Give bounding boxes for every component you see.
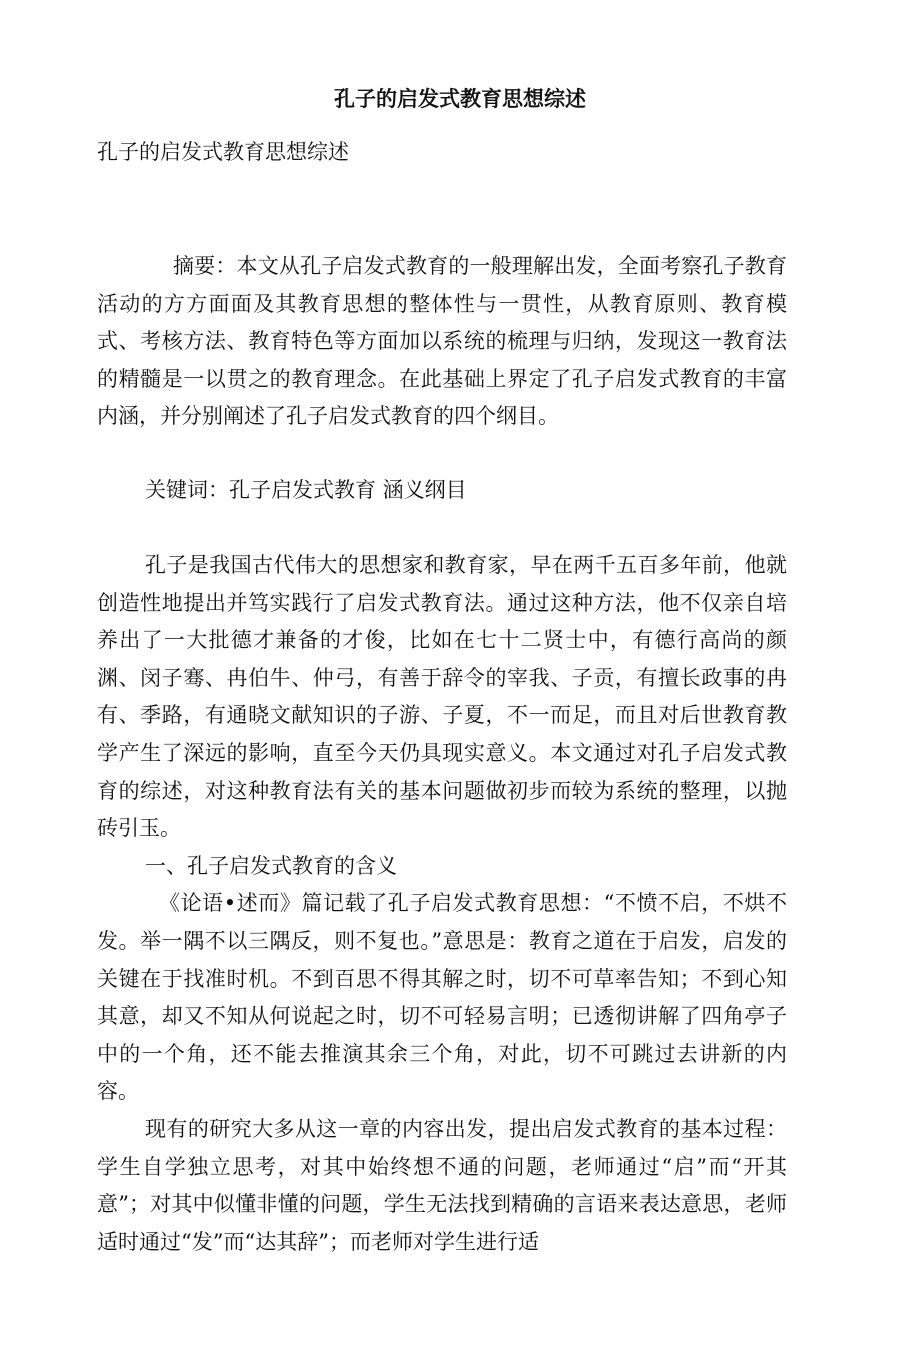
document-subtitle: 孔子的启发式教育思想综述	[97, 140, 349, 164]
section-heading: 一、孔子启发式教育的含义	[145, 853, 397, 878]
abstract-paragraph: 摘要：本文从孔子启发式教育的一般理解出发，全面考察孔子教育活动的方方面面及其教育思想的整体性与一贯性，从教育原则、教育模式、考核方法、教育特色等方面加以系统的梳理与归纳，发现这一教育法的精髓是一以贯之的教育理念。在此基础上界定了孔子启发式教育的丰富内涵，并分别阐述了孔子启发式教育的四个纲目。	[97, 254, 787, 429]
document-title: 孔子的启发式教育思想综述	[334, 86, 586, 111]
keywords-section	[97, 472, 787, 510]
quote-paragraph: 《论语•述而》篇记载了孔子启发式教育思想：“不愤不启，不烘不发。举一隅不以三隅反，则不复也。”意思是：教育之道在于启发，启发的关键在于找准时机。不到百思不得其解之时，切不可草率告知；不到心知其意，却又不知从何说起之时，切不可轻易言明；已透彻讲解了四角亭子中的一个角，还不能去推演其余三个角，对此，切不可跳过去讲新的内容。	[97, 891, 787, 1104]
main-text	[97, 547, 787, 1261]
research-paragraph: 现有的研究大多从这一章的内容出发，提出启发式教育的基本过程：学生自学独立思考，对其中始终想不通的问题，老师通过“启”而“开其意”；对其中似懂非懂的问题，学生无法找到精确的言语来表达意思，老师适时通过“发”而“达其辞”；而老师对学生进行适	[97, 1116, 787, 1254]
intro-paragraph: 孔子是我国古代伟大的思想家和教育家，早在两千五百多年前，他就创造性地提出并笃实践行了启发式教育法。通过这种方法，他不仅亲自培养出了一大批德才兼备的才俊，比如在七十二贤士中，有德行高尚的颜渊、闵子骞、冉伯牛、仲弓，有善于辞令的宰我、子贡，有擅长政事的冉有、季路，有通晓文献知识的子游、子夏，不一而足，而且对后世教育教学产生了深远的影响，直至今天仍具现实意义。本文通过对孔子启发式教育的综述，对这种教育法有关的基本问题做初步而较为系统的整理，以抛砖引玉。	[97, 553, 787, 841]
keywords-line: 关键词：孔子启发式教育 涵义纲目	[145, 478, 467, 502]
abstract-section	[97, 248, 787, 436]
